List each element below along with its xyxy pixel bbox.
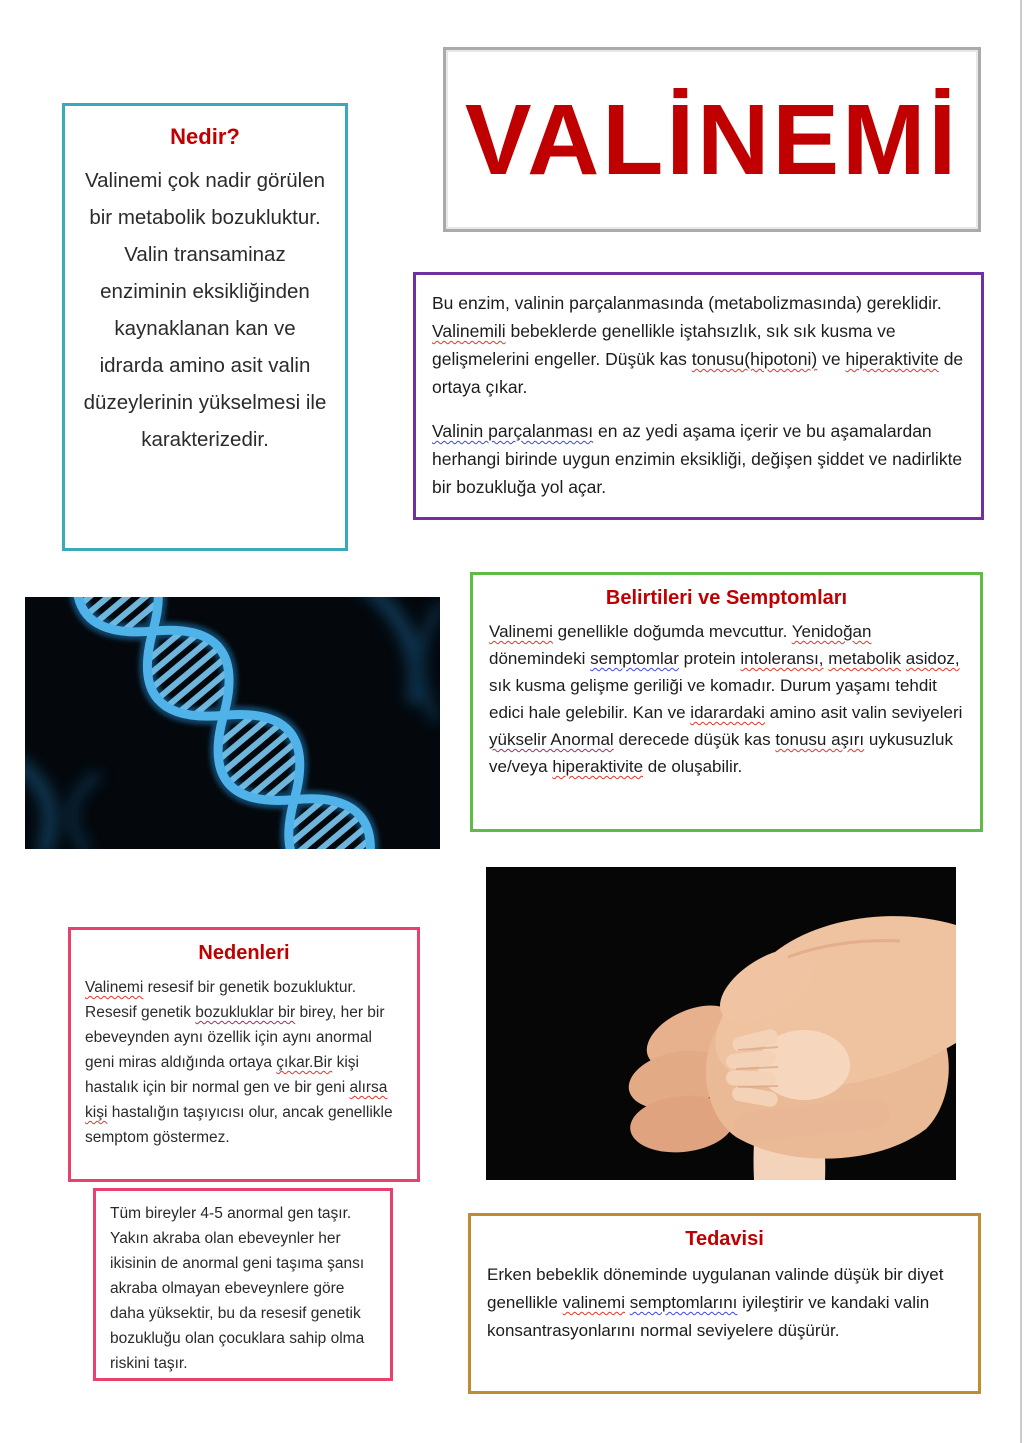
- spellcheck-red-marked-text: idarardaki: [690, 703, 765, 722]
- hands-holding-baby-hand-image: [486, 867, 956, 1180]
- section-symptoms: [470, 572, 983, 832]
- section-causes: [68, 927, 420, 1182]
- spellcheck-red-marked-text: alırsa kişi: [85, 1079, 388, 1121]
- spellcheck-red-marked-text: tonusu aşırı: [775, 730, 865, 749]
- spellcheck-red-marked-text: Valinemi: [85, 979, 144, 996]
- section-nedir: [62, 103, 348, 551]
- spellcheck-red-marked-text: intoleransı,: [740, 649, 824, 668]
- spellcheck-blue-marked-text: semptomlarını: [629, 1293, 738, 1312]
- spellcheck-maroon-marked-text: yükselir Anormal: [489, 730, 614, 749]
- carriers-body: Tüm bireyler 4-5 anormal gen taşır. Yakın akraba olan ebeveynler her ikisinin de anormal geni taşıma şansı akraba olmayan ebeveynlere göre daha yüksektir, bu da resesif genetik bozukluğu olan çocuklara sahip olma riskini taşır.: [110, 1205, 365, 1372]
- title-frame: [443, 47, 981, 232]
- enzyme-paragraph-2: Valinin parçalanması en az yedi aşama içerir ve bu aşamalardan herhangi birinde uygun enzimin eksikliği, değişen şiddet ve nadirlikte bir bozukluğa yol açar.: [432, 421, 963, 497]
- spellcheck-red-marked-text: Yenidoğan: [791, 622, 872, 641]
- nedir-body: Valinemi çok nadir görülen bir metabolik bozukluktur. Valin transaminaz enziminin eksikliğinden kaynaklanan kan ve idrarda amino asit valin düzeylerinin yükselmesi ile karakterizedir.: [83, 169, 327, 451]
- spellcheck-red-marked-text: hiperaktivite: [845, 349, 939, 369]
- nedir-title: Nedir?: [170, 124, 240, 149]
- enzyme-paragraph-1: Bu enzim, valinin parçalanmasında (metabolizmasında) gereklidir. Valinemili bebeklerde genellikle iştahsızlık, sık sık kusma ve gelişmelerini engeller. Düşük kas tonusu(hipotoni) ve hiperaktivite de ortaya çıkar.: [432, 293, 964, 397]
- causes-title: Nedenleri: [198, 942, 290, 964]
- spellcheck-red-marked-text: metabolik: [828, 649, 902, 668]
- spellcheck-red-marked-text: valinemi: [562, 1293, 625, 1312]
- hands-illustration: [486, 867, 956, 1180]
- page-title: VALİNEMİ: [464, 83, 960, 196]
- spellcheck-red-marked-text: Valinemili: [432, 321, 506, 341]
- spellcheck-blue-marked-text: Valinin parçalanması: [432, 421, 594, 441]
- spellcheck-red-marked-text: hiperaktivite: [552, 757, 644, 776]
- spellcheck-red-marked-text: asidoz,: [905, 649, 960, 668]
- spellcheck-maroon-marked-text: bozukluklar bir: [195, 1004, 296, 1021]
- section-treatment: [468, 1213, 981, 1394]
- causes-body: Valinemi resesif bir genetik bozukluktur. Resesif genetik bozukluklar bir birey, her bir ebeveynden aynı özellik için aynı anormal geni miras aldığında ortaya çıkar.Bir kişi hastalık için bir normal gen ve bir geni alırsa kişi hastalığın taşıyıcısı olur, ancak genellikle semptom göstermez.: [85, 979, 393, 1146]
- spellcheck-red-marked-text: Valinemi: [489, 622, 553, 641]
- symptoms-body: Valinemi genellikle doğumda mevcuttur. Yenidoğan dönemindeki semptomlar protein intoleransı, metabolik asidoz, sık kusma gelişme geriliği ve komadır. Durum yaşamı tehdit edici hale gelebilir. Kan ve idarardaki amino asit valin seviyeleri yükselir Anormal derecede düşük kas tonusu aşırı uykusuzluk ve/veya hiperaktivite de oluşabilir.: [489, 622, 963, 776]
- section-carriers: [93, 1188, 393, 1381]
- treatment-body: Erken bebeklik döneminde uygulanan valinde düşük bir diyet genellikle valinemi semptomlarını iyileştirir ve kandaki valin konsantrasyonlarını normal seviyelere düşürür.: [487, 1265, 944, 1340]
- dna-helix-illustration: [25, 597, 440, 849]
- section-enzyme: [413, 272, 984, 520]
- dna-helix-image: [25, 597, 440, 849]
- spellcheck-red-marked-text: çıkar.Bir: [276, 1054, 333, 1071]
- treatment-title: Tedavisi: [685, 1228, 764, 1250]
- spellcheck-red-marked-text: tonusu(hipotoni): [691, 349, 818, 369]
- spellcheck-blue-marked-text: semptomlar: [590, 649, 679, 668]
- page-edge-line: [1020, 0, 1022, 1443]
- symptoms-title: Belirtileri ve Semptomları: [605, 587, 848, 609]
